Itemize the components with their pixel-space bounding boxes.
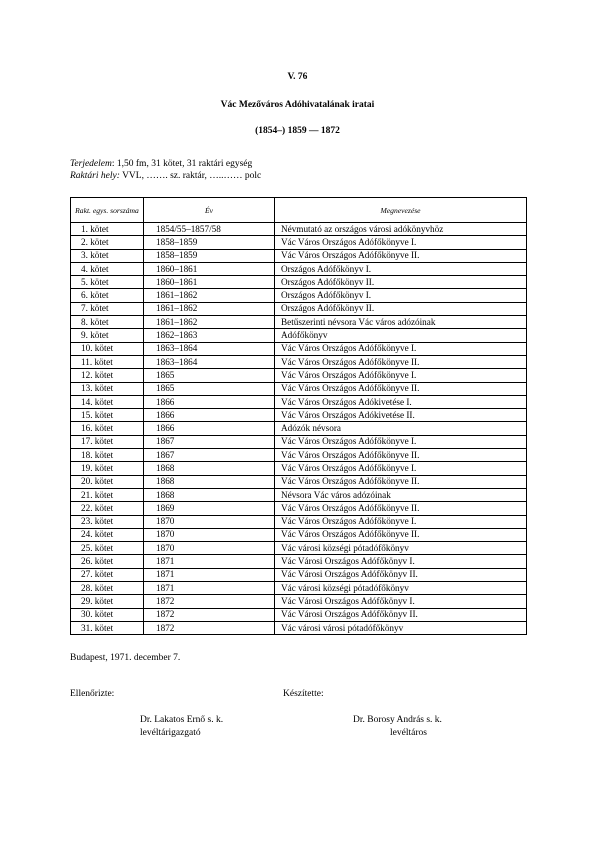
cell-unit-number: 12. kötet [71,369,144,382]
cell-description: Vác Városi Országos Adófőkönyv II. [275,608,527,621]
cell-year: 1861–1862 [144,316,275,329]
cell-unit-number: 10. kötet [71,342,144,355]
cell-unit-number: 30. kötet [71,608,144,621]
cell-description: Országos Adófőkönyv I. [275,262,527,275]
checker-name: Dr. Lakatos Ernő s. k. [140,715,224,725]
cell-year: 1866 [144,395,275,408]
header-unit-number: Rakt. egys. sorszáma [71,198,144,223]
cell-description: Adózók névsora [275,422,527,435]
table-body [71,223,527,635]
cell-description: Betűszerinti névsora Vác város adózóinak [275,316,527,329]
extent-label: Terjedelem [70,159,112,169]
cell-year: 1871 [144,568,275,581]
cell-year: 1867 [144,449,275,462]
table-row [71,316,527,329]
table-row [71,395,527,408]
cell-unit-number: 22. kötet [71,502,144,515]
table-row [71,475,527,488]
cell-description: Vác Város Országos Adófőkönyve II. [275,355,527,368]
cell-unit-number: 4. kötet [71,262,144,275]
prepared-label: Készítette: [283,689,324,699]
cell-year: 1867 [144,435,275,448]
cell-description: Vác városi községi pótadófőkönyv [275,542,527,555]
cell-year: 1868 [144,475,275,488]
location-value: VVL, ……. sz. raktár, …..…… polc [119,171,262,181]
location-label: Raktári hely: [70,171,120,181]
table-row [71,542,527,555]
cell-unit-number: 19. kötet [71,462,144,475]
table-row [71,568,527,581]
cell-unit-number: 23. kötet [71,515,144,528]
cell-unit-number: 20. kötet [71,475,144,488]
cell-unit-number: 15. kötet [71,409,144,422]
cell-description: Névmutató az országos városi adókönyvhöz [275,223,527,236]
cell-unit-number: 7. kötet [71,302,144,315]
table-row [71,621,527,634]
preparer-name: Dr. Borosy András s. k. [353,715,442,725]
table-row [71,409,527,422]
table-row [71,449,527,462]
table-row [71,249,527,262]
table-row [71,422,527,435]
cell-unit-number: 16. kötet [71,422,144,435]
document-code: V. 76 [287,72,308,82]
cell-year: 1866 [144,409,275,422]
table-row [71,582,527,595]
cell-description: Vác Város Országos Adófőkönyve II. [275,382,527,395]
cell-description: Adófőkönyv [275,329,527,342]
cell-year: 1868 [144,488,275,501]
checker-title: levéltárigazgató [140,728,201,738]
cell-description: Országos Adófőkönyv II. [275,276,527,289]
cell-year: 1868 [144,462,275,475]
cell-year: 1871 [144,555,275,568]
cell-unit-number: 2. kötet [71,236,144,249]
cell-unit-number: 21. kötet [71,488,144,501]
cell-year: 1869 [144,502,275,515]
cell-year: 1872 [144,608,275,621]
header-year: Év [144,198,275,223]
cell-year: 1862–1863 [144,329,275,342]
cell-year: 1861–1862 [144,302,275,315]
table-row [71,515,527,528]
cell-unit-number: 28. kötet [71,582,144,595]
table-row [71,355,527,368]
cell-description: Vác Város Országos Adófőkönyve II. [275,502,527,515]
cell-unit-number: 8. kötet [71,316,144,329]
cell-year: 1863–1864 [144,342,275,355]
cell-year: 1858–1859 [144,249,275,262]
header-description: Megnevezése [275,198,527,223]
table-row [71,223,527,236]
cell-description: Vác Város Országos Adófőkönyve II. [275,475,527,488]
location-line [70,170,261,182]
place-date: Budapest, 1971. december 7. [70,653,181,663]
cell-description: Vác Város Országos Adókivetése I. [275,395,527,408]
cell-year: 1870 [144,528,275,541]
cell-unit-number: 24. kötet [71,528,144,541]
cell-year: 1860–1861 [144,276,275,289]
cell-description: Vác Város Országos Adófőkönyve I. [275,515,527,528]
table-row [71,276,527,289]
cell-unit-number: 9. kötet [71,329,144,342]
cell-unit-number: 27. kötet [71,568,144,581]
cell-description: Vác Város Országos Adófőkönyve I. [275,236,527,249]
cell-year: 1860–1861 [144,262,275,275]
checked-label: Ellenőrizte: [70,689,115,699]
table-row [71,289,527,302]
table-row [71,528,527,541]
cell-year: 1871 [144,582,275,595]
table-row [71,342,527,355]
cell-year: 1865 [144,382,275,395]
table-row [71,595,527,608]
table-row [71,502,527,515]
cell-description: Névsora Vác város adózóinak [275,488,527,501]
cell-year: 1858–1859 [144,236,275,249]
cell-unit-number: 11. kötet [71,355,144,368]
table-row [71,236,527,249]
cell-unit-number: 31. kötet [71,621,144,634]
table-row [71,369,527,382]
document-years: (1854–) 1859 — 1872 [255,126,340,136]
extent-value: : 1,50 fm, 31 kötet, 31 raktári egység [111,159,253,169]
cell-year: 1872 [144,621,275,634]
volume-table [70,197,527,635]
cell-description: Vác városi községi pótadófőkönyv [275,582,527,595]
table-row [71,608,527,621]
cell-description: Vác városi városi pótadófőkönyv [275,621,527,634]
table-row [71,302,527,315]
table-row [71,382,527,395]
cell-description: Vác Városi Országos Adófőkönyv I. [275,555,527,568]
table-row [71,555,527,568]
cell-year: 1870 [144,542,275,555]
cell-year: 1854/55–1857/58 [144,223,275,236]
cell-description: Vác Városi Országos Adófőkönyv II. [275,568,527,581]
preparer-title: levéltáros [390,728,427,738]
cell-description: Vác Város Országos Adófőkönyve I. [275,369,527,382]
cell-year: 1863–1864 [144,355,275,368]
cell-unit-number: 17. kötet [71,435,144,448]
table-row [71,435,527,448]
cell-unit-number: 3. kötet [71,249,144,262]
cell-description: Vác Város Országos Adófőkönyve II. [275,528,527,541]
cell-unit-number: 29. kötet [71,595,144,608]
cell-unit-number: 25. kötet [71,542,144,555]
cell-unit-number: 26. kötet [71,555,144,568]
cell-description: Országos Adófőkönyv II. [275,302,527,315]
cell-description: Vác Város Országos Adófőkönyve I. [275,435,527,448]
cell-year: 1870 [144,515,275,528]
cell-description: Vác Város Országos Adófőkönyve I. [275,462,527,475]
document-title: Vác Mezőváros Adóhivatalának iratai [220,100,375,110]
cell-description: Vác Város Országos Adófőkönyve II. [275,249,527,262]
table-row [71,262,527,275]
extent-line [70,158,252,170]
cell-description: Vác Város Országos Adókivetése II. [275,409,527,422]
cell-year: 1861–1862 [144,289,275,302]
cell-unit-number: 1. kötet [71,223,144,236]
cell-unit-number: 6. kötet [71,289,144,302]
table-row [71,462,527,475]
table-row [71,488,527,501]
cell-year: 1865 [144,369,275,382]
cell-description: Országos Adófőkönyv I. [275,289,527,302]
table-header-row [71,198,527,223]
table-row [71,329,527,342]
cell-unit-number: 5. kötet [71,276,144,289]
cell-year: 1872 [144,595,275,608]
cell-year: 1866 [144,422,275,435]
cell-description: Vác Város Országos Adófőkönyve II. [275,449,527,462]
cell-unit-number: 13. kötet [71,382,144,395]
cell-unit-number: 18. kötet [71,449,144,462]
cell-unit-number: 14. kötet [71,395,144,408]
cell-description: Vác Városi Országos Adófőkönyv I. [275,595,527,608]
cell-description: Vác Város Országos Adófőkönyve I. [275,342,527,355]
